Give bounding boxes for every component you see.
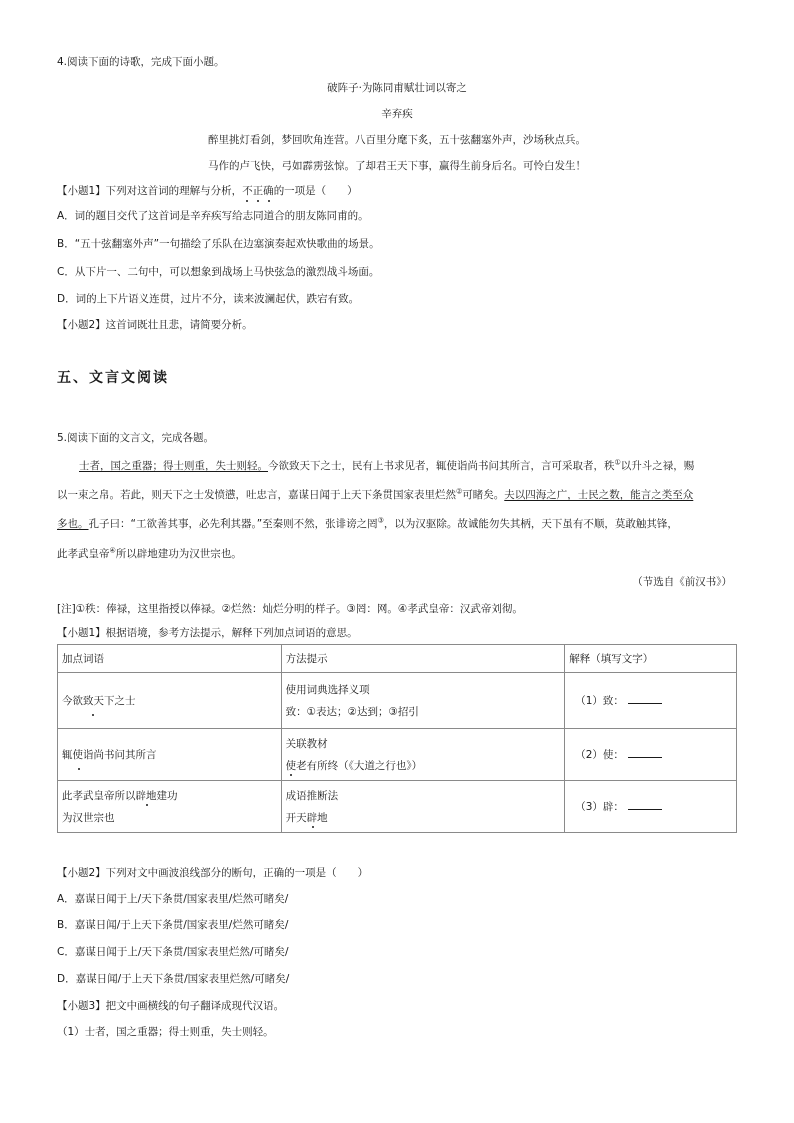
q5-option-c: C．嘉谋日闻于上/天下条贯/国家表里烂然/可睹矣/ — [57, 946, 289, 958]
answer-blank[interactable] — [628, 746, 662, 758]
word-text-line: 为汉世宗也 — [62, 811, 115, 824]
note-marker-1: ① — [614, 458, 621, 467]
q4-sub2-prompt: 【小题2】这首词既壮且悲，请简要分析。 — [57, 319, 253, 331]
hint-line — [286, 807, 561, 829]
passage-text: 孔子曰：“工欲善其事，必先利其器。”至秦则不然，张诽谤之罔 — [88, 518, 378, 530]
q4-option-b: B．“五十弦翻塞外声”一句描绘了乐队在边塞演奏起欢快歌曲的场景。 — [57, 238, 380, 250]
q5-sub3-prompt: 【小题3】把文中画横线的句子翻译成现代汉语。 — [57, 1000, 285, 1012]
passage-text: 今欲致天下之士，民有上书求见者，辄使诣尚书问其所言，言可采取者，秩 — [268, 460, 615, 472]
passage-line-1 — [79, 458, 694, 473]
q4-intro: 4.阅读下面的诗歌，完成下面小题。 — [57, 56, 225, 68]
table-header-row — [58, 645, 737, 673]
table-header-cell: 解释（填写文字） — [565, 645, 737, 673]
poem-line-1: 醉里挑灯看剑，梦回吹角连营。八百里分麾下炙，五十弦翻塞外声，沙场秋点兵。 — [208, 134, 586, 146]
table-row — [58, 673, 737, 729]
q5-option-d: D．嘉谋日闻/于上天下条贯/国家表里烂然/可睹矣/ — [57, 973, 290, 985]
table-header-cell: 方法提示 — [281, 645, 565, 673]
word-text — [62, 785, 277, 807]
note-marker-2: ② — [456, 487, 463, 496]
hint-line: 关联教材 — [285, 737, 328, 750]
q5-option-a: A．嘉谋日闻于上/天下条贯/国家表里/烂然可睹矣/ — [57, 893, 289, 905]
q4-sub1-text-after: 的一项是（ ） — [273, 185, 358, 197]
answer-label: （1）致： — [575, 694, 624, 707]
hint-line-text: 开天辟地 — [285, 811, 328, 824]
poem-author: 辛弃疾 — [381, 108, 413, 120]
emphasis-dot — [268, 200, 270, 202]
q4-option-c: C．从下片一、二句中，可以想象到战场上马快弦急的激烈战斗场面。 — [57, 266, 380, 278]
hint-line: 致：①表达；②达到；③招引 — [285, 705, 419, 718]
q4-option-a: A．词的题目交代了这首词是辛弃疾写给志同道合的朋友陈同甫的。 — [57, 210, 369, 222]
q5-sub1-prompt: 【小题1】根据语境，参考方法提示，解释下列加点词语的意思。 — [57, 627, 358, 639]
q4-sub1-emphasis-text: 不正确 — [242, 185, 274, 197]
table-header-cell: 加点词语 — [58, 645, 282, 673]
passage-line-3 — [57, 516, 678, 531]
word-text-line: 此孝武皇帝所以辟地建功 — [62, 789, 178, 802]
word-text-line: 辄使诣尚书问其所言 — [62, 748, 157, 761]
passage-line-2 — [57, 487, 693, 502]
passage-text: 此孝武皇帝 — [57, 548, 110, 560]
table-row — [58, 781, 737, 833]
table-cell-word — [58, 673, 282, 729]
passage-text: 可睹矣。 — [462, 489, 505, 501]
underlined-sentence-2-end: 多也。 — [57, 518, 89, 530]
table-cell-answer — [565, 673, 737, 729]
answer-label: （3）辟： — [575, 800, 624, 813]
note-marker-4: ④ — [109, 546, 116, 555]
passage-text: ，以为汉驱除。故诚能勿失其柄，天下虽有不顺，莫敢触其锋， — [383, 518, 678, 530]
emphasis-dot — [92, 714, 94, 716]
underlined-sentence-1: 士者，国之重器；得士则重，失士则轻。 — [79, 460, 268, 472]
table-cell-answer — [565, 729, 737, 781]
passage-line-4 — [57, 546, 242, 561]
table-cell-hint — [281, 729, 565, 781]
passage-text: 所以辟地建功为汉世宗也。 — [115, 548, 242, 560]
note-marker-3: ③ — [377, 516, 384, 525]
emphasis-dot — [290, 774, 292, 776]
q4-sub1-text-before: 【小题1】下列对这首词的理解与分析， — [57, 185, 243, 197]
answer-blank[interactable] — [628, 692, 662, 704]
hint-line: 成语推断法 — [285, 789, 339, 802]
passage-text: 以一束之帛。若此，则天下之士发愤懑，吐忠言，嘉谋日闻于上天下条贯国家表里烂然 — [57, 489, 456, 501]
q4-sub1-emphasis — [242, 185, 274, 197]
passage-text: 以升斗之禄，赐 — [620, 460, 695, 472]
underlined-sentence-2: 夫以四海之广，士民之数，能言之类至众 — [504, 489, 694, 501]
emphasis-dot — [312, 826, 314, 828]
hint-line: 使用词典选择义项 — [285, 683, 370, 696]
q4-sub1-prompt — [57, 183, 358, 198]
poem-title: 破阵子·为陈同甫赋壮词以寄之 — [327, 82, 467, 94]
table-cell-hint — [281, 673, 565, 729]
passage-notes: [注]①秩：俸禄，这里指授以俸禄。②烂然：灿烂分明的样子。③罔：网。④孝武皇帝：汉武帝刘彻。 — [57, 603, 523, 615]
table-cell-word — [58, 729, 282, 781]
q5-option-b: B．嘉谋日闻/于上天下条贯/国家表里/烂然可睹矣/ — [57, 919, 289, 931]
table-row — [58, 729, 737, 781]
section-heading: 五、文言文阅读 — [57, 370, 169, 386]
q5-intro: 5.阅读下面的文言文，完成各题。 — [57, 432, 215, 444]
word-text — [62, 749, 157, 761]
answer-blank[interactable] — [628, 798, 662, 810]
poem-line-2: 马作的卢飞快，弓如霹雳弦惊。了却君王天下事，赢得生前身后名。可怜白发生！ — [208, 160, 586, 172]
q4-option-d: D．词的上下片语义连贯，过片不分，读来波澜起伏，跌宕有致。 — [57, 293, 360, 305]
passage-source: （节选自《前汉书》） — [632, 576, 732, 588]
emphasis-dot — [257, 200, 259, 202]
emphasis-dot — [78, 768, 80, 770]
q5-sub2-prompt: 【小题2】下列对文中画波浪线部分的断句，正确的一项是（ ） — [57, 867, 369, 879]
word-text-line: 今欲致天下之士 — [62, 694, 136, 707]
answer-label: （2）使： — [575, 748, 624, 761]
table-cell-hint — [281, 781, 565, 833]
emphasis-dot — [246, 200, 248, 202]
emphasis-dot — [146, 804, 148, 806]
word-text — [62, 695, 136, 707]
table-cell-word — [58, 781, 282, 833]
vocab-table — [57, 644, 737, 833]
hint-line — [286, 755, 561, 777]
hint-line-text: 使老有所终（《大道之行也》） — [285, 759, 423, 772]
q5-sub3-item-1: （1）士者，国之重器；得士则重，失士则轻。 — [57, 1026, 274, 1038]
table-cell-answer — [565, 781, 737, 833]
